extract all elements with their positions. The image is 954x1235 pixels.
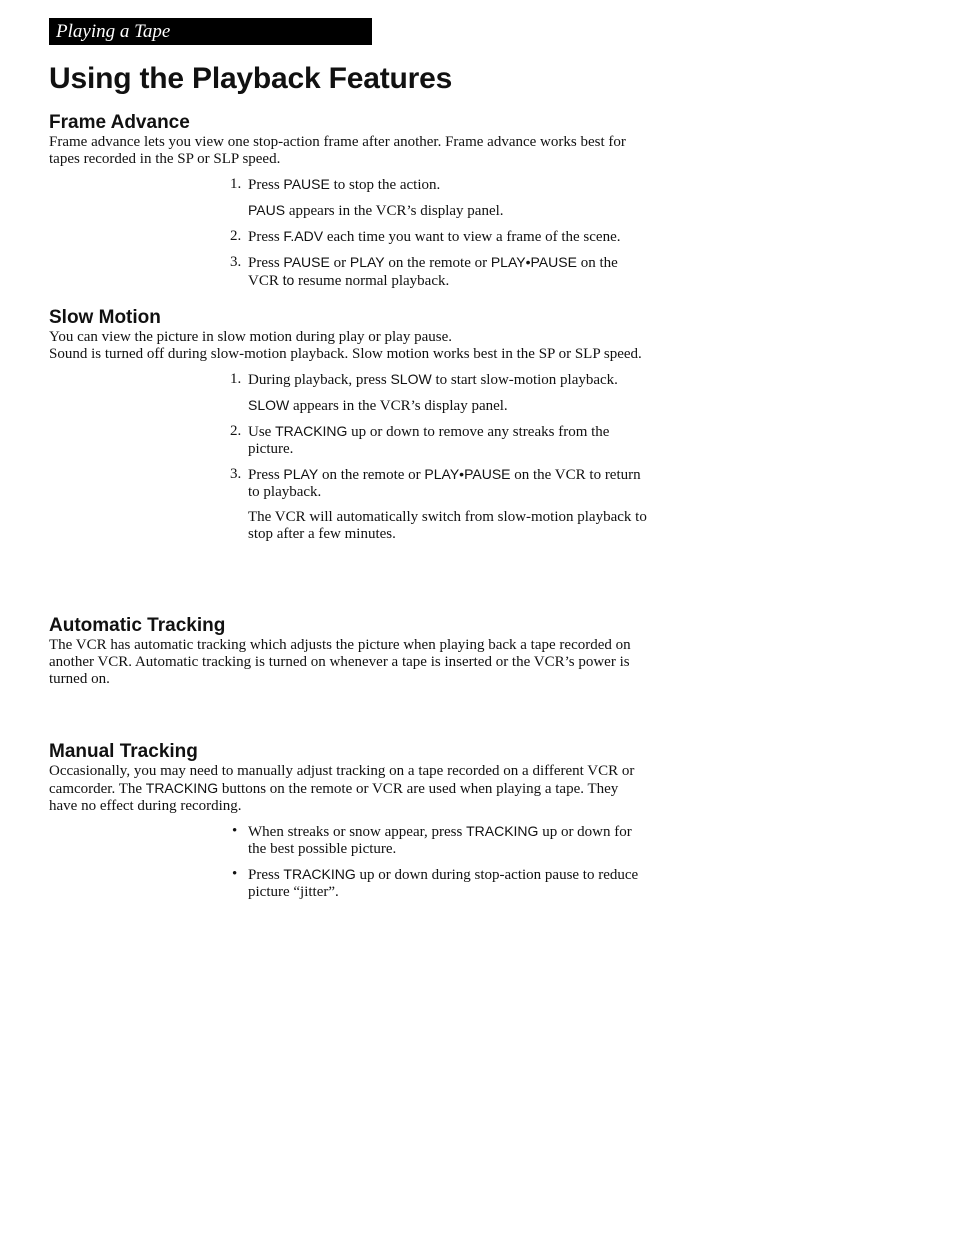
manual-tracking-intro [49, 763, 649, 815]
button-name: SLOW [390, 371, 432, 387]
note-text: appears in the VCR’s display panel. [289, 398, 508, 414]
step-text: to start slow-motion playback. [431, 372, 618, 388]
button-name: PAUSE [283, 254, 330, 270]
step-text: to stop the action. [329, 177, 441, 193]
step-text: Press [248, 255, 284, 271]
step-3 [230, 254, 650, 290]
step-number: 3. [230, 466, 242, 482]
step-text: During playback, press [248, 372, 391, 388]
bullet-text: up or down during stop-action pause to reduce picture “jitter”. [248, 867, 639, 900]
bullet-text: Press [248, 867, 284, 883]
step-text: resume normal playback. [294, 273, 450, 289]
manual-tracking-bullets [230, 823, 650, 901]
step-text: on the remote or [384, 255, 491, 271]
step-number: 1. [230, 371, 242, 387]
bullet-text: When streaks or snow appear, press [248, 824, 467, 840]
step-text: on the VCR to return to playback. [248, 467, 641, 500]
step-number: 3. [230, 254, 242, 270]
manual-tracking-heading: Manual Tracking [49, 741, 198, 762]
step-number: 1. [230, 176, 242, 192]
button-name: PLAY [349, 254, 385, 270]
bullet-item [230, 866, 650, 901]
step-1 [230, 371, 650, 389]
button-name: PLAY [283, 466, 319, 482]
frame-advance-section [49, 112, 649, 290]
step-text: Press [248, 177, 284, 193]
step-number: 2. [230, 423, 242, 439]
display-text: SLOW [248, 397, 290, 413]
step-2 [230, 423, 650, 458]
button-name: TRACKING [283, 866, 356, 882]
slow-motion-intro-line-1: You can view the picture in slow motion during play or play pause. [49, 329, 452, 345]
button-name: PLAY•PAUSE [490, 254, 577, 270]
automatic-tracking-section [49, 615, 649, 688]
button-name: TRACKING [466, 823, 539, 839]
button-name: F.ADV [283, 228, 324, 244]
step-1 [230, 176, 650, 194]
page-title: Using the Playback Features [49, 62, 453, 95]
button-name: TRACKING [145, 780, 219, 796]
slow-motion-section [49, 307, 649, 543]
step-text: Press [248, 229, 284, 245]
step-text: or [329, 255, 350, 271]
button-name: TRACKING [275, 423, 348, 439]
step-text: on the remote or [318, 467, 425, 483]
step-text: Press [248, 467, 284, 483]
bullet-item [230, 823, 650, 858]
slow-motion-steps [230, 371, 650, 543]
step-text: to [282, 272, 295, 288]
step-text: on the VCR [248, 255, 618, 289]
bullet-icon: • [232, 866, 238, 882]
slow-motion-intro-line-2: Sound is turned off during slow-motion playback. Slow motion works best in the SP or SLP speed. [49, 346, 642, 362]
intro-text: Occasionally, you may need to manually adjust tracking on a tape recorded on a different VCR or camcorder. The [49, 763, 635, 797]
step-text: each time you want to view a frame of the scene. [323, 229, 621, 245]
section-header-label: Playing a Tape [56, 21, 171, 42]
button-name: PLAY•PAUSE [424, 466, 511, 482]
manual-tracking-section [49, 741, 649, 901]
intro-text: buttons on the remote or VCR are used when playing a tape. They have no effect during recording. [49, 781, 619, 814]
note-text: appears in the VCR’s display panel. [285, 203, 504, 219]
button-name: PAUSE [283, 176, 330, 192]
step-note [230, 202, 650, 220]
step-number: 2. [230, 228, 242, 244]
frame-advance-steps [230, 176, 650, 290]
bullet-text: up or down for the best possible picture. [248, 824, 632, 857]
display-text: PAUS [248, 202, 286, 218]
step-text: up or down to remove any streaks from the picture. [248, 424, 610, 457]
bullet-icon: • [232, 823, 238, 839]
step-3 [230, 466, 650, 501]
slow-motion-heading: Slow Motion [49, 307, 161, 328]
frame-advance-heading: Frame Advance [49, 112, 190, 133]
section-header-bar [49, 18, 372, 45]
step-2 [230, 228, 650, 246]
automatic-tracking-heading: Automatic Tracking [49, 615, 226, 636]
automatic-tracking-intro: The VCR has automatic tracking which adjusts the picture when playing back a tape recorded on another VCR. Automatic tracking is turned on whenever a tape is inserted or the VCR’s power is turned on. [49, 637, 631, 687]
frame-advance-intro: Frame advance lets you view one stop-action frame after another. Frame advance works best for tapes recorded in the SP or SLP speed. [49, 134, 626, 167]
step-note [230, 397, 650, 415]
step-text: Use [248, 424, 276, 440]
step-note: The VCR will automatically switch from slow-motion playback to stop after a few minutes. [248, 509, 647, 542]
